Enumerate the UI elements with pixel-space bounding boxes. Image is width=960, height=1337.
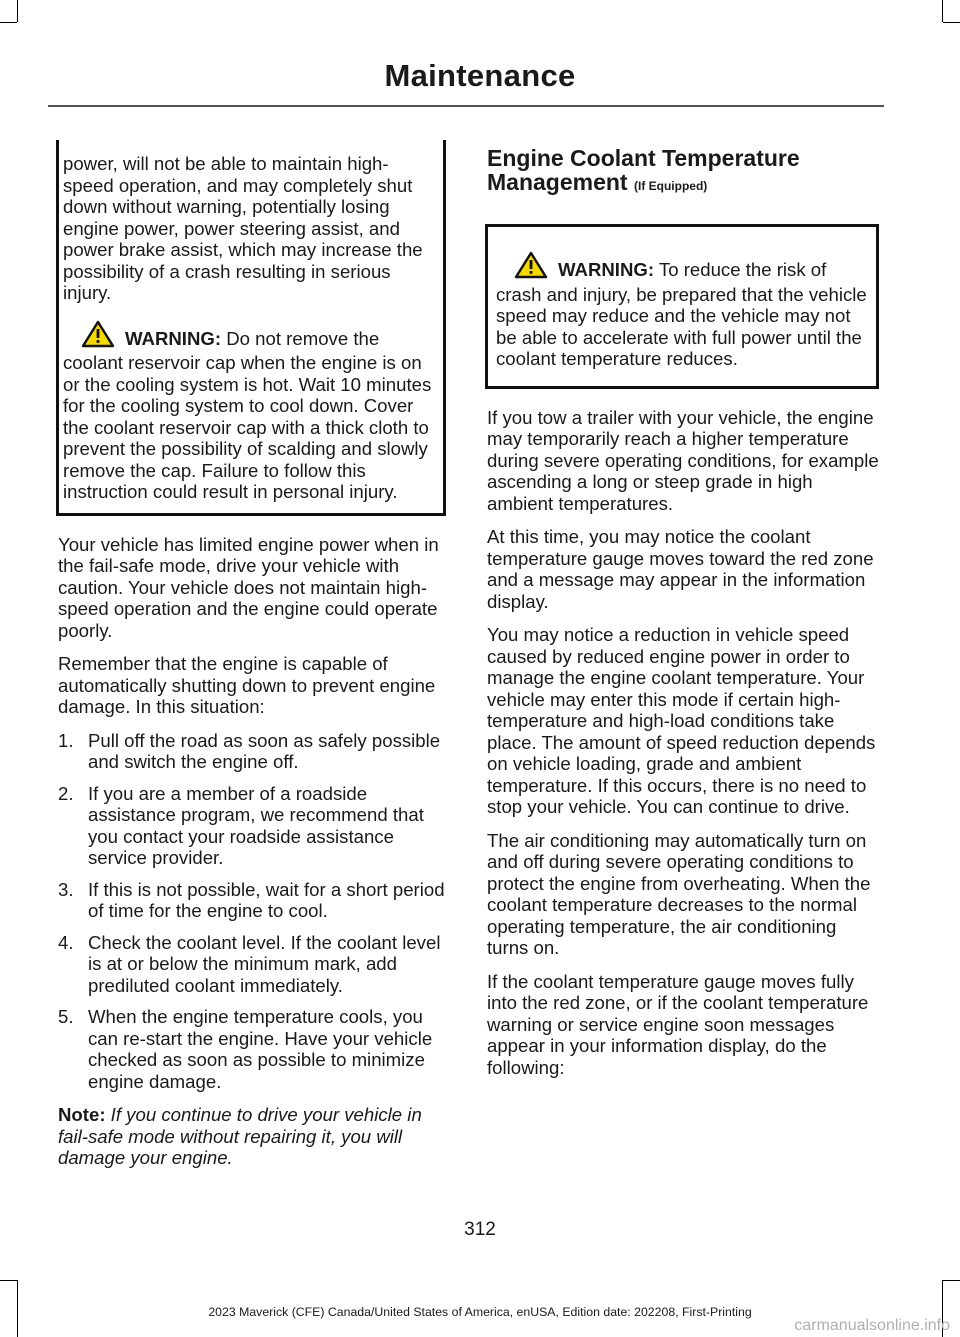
list-item xyxy=(58,783,446,869)
section-heading-suffix: (If Equipped) xyxy=(633,179,708,193)
warning-continued-text: power, will not be able to maintain high-speed operation, and may completely shut down without warning, potentially losing engine power, power steering assist, and power brake assist, which may increase the possibility of a crash resulting in serious injury. xyxy=(63,153,423,303)
crop-mark xyxy=(943,22,960,23)
crop-mark xyxy=(943,1280,960,1281)
note-text: If you continue to drive your vehicle in fail-safe mode without repairing it, you will damage your engine. xyxy=(58,1104,422,1168)
warning-label: WARNING: xyxy=(558,259,655,280)
shutdown-paragraph: Remember that the engine is capable of automatically shutting down to prevent engine damage. In this situation: xyxy=(58,653,436,717)
list-number: 1. xyxy=(58,729,74,751)
list-text: If you are a member of a roadside assistance program, we recommend that you contact your roadside assistance service provider. xyxy=(88,782,424,868)
warning-text: To reduce the risk of crash and injury, be prepared that the vehicle speed may reduce and the vehicle may not be able to accelerate with full power until the coolant temperature reduces. xyxy=(496,259,867,369)
air-conditioning-paragraph: The air conditioning may automatically turn on and off during severe operating conditions to protect the engine from overheating. When the coolant temperature decreases to the normal operating temperature, the air conditioning turns on. xyxy=(487,829,871,958)
note-paragraph xyxy=(58,1104,446,1169)
list-text: Pull off the road as soon as safely possible and switch the engine off. xyxy=(88,729,441,772)
crop-mark xyxy=(0,1280,17,1281)
list-item xyxy=(58,730,446,773)
warning-triangle-icon xyxy=(514,251,548,284)
list-item xyxy=(58,1006,446,1092)
red-zone-paragraph: If the coolant temperature gauge moves fully into the red zone, or if the coolant temperature warning or service engine soon messages appear in your information display, do the following: xyxy=(487,970,869,1078)
tow-trailer-paragraph: If you tow a trailer with your vehicle, the engine may temporarily reach a higher temperature during severe operating conditions, for example ascending a long or steep grade in high ambient temperatures. xyxy=(487,406,879,514)
warning-triangle-icon xyxy=(81,320,115,353)
list-number: 4. xyxy=(58,931,74,953)
list-text: When the engine temperature cools, you can re-start the engine. Have your vehicle checked as soon as possible to minimize engine damage. xyxy=(88,1006,433,1092)
warning-reservoir-cap xyxy=(63,320,435,503)
section-heading xyxy=(487,146,879,198)
steps-list xyxy=(58,730,446,1093)
warning-speed-reduction xyxy=(496,251,868,370)
crop-mark xyxy=(0,22,17,23)
list-number: 5. xyxy=(58,1006,74,1027)
gauge-paragraph: At this time, you may notice the coolant temperature gauge moves toward the red zone and a message may appear in the information display. xyxy=(487,526,874,612)
list-number: 3. xyxy=(58,878,74,900)
page-number: 312 xyxy=(464,1219,496,1240)
watermark: carmanualsonline.info xyxy=(794,1317,950,1334)
header-divider xyxy=(48,105,884,107)
warning-box-speed xyxy=(485,224,879,389)
crop-mark xyxy=(942,0,943,22)
list-text: If this is not possible, wait for a short period of time for the engine to cool. xyxy=(88,878,445,921)
right-column xyxy=(487,140,879,1090)
warning-box-continued xyxy=(56,140,446,516)
section-heading-text: Engine Coolant Temperature Management xyxy=(487,145,800,195)
list-text: Check the coolant level. If the coolant level is at or below the minimum mark, add prediluted coolant immediately. xyxy=(88,931,441,996)
warning-label: WARNING: xyxy=(125,327,222,349)
warning-text: Do not remove the coolant reservoir cap when the engine is on or the cooling system is hot. Wait 10 minutes for the cooling system to cool down. Cover the coolant reservoir cap with a thick cloth to prevent the possibility of scalding and slowly remove the cap. Failure to follow this instruction could result in personal injury. xyxy=(63,327,432,502)
page-title: Maintenance xyxy=(384,58,576,93)
footer-text: 2023 Maverick (CFE) Canada/United States of America, enUSA, Edition date: 202208, First-Printing xyxy=(208,1305,752,1319)
fail-safe-paragraph: Your vehicle has limited engine power when in the fail-safe mode, drive your vehicle with caution. Your vehicle does not maintain high-speed operation and the engine could operate poorly. xyxy=(58,533,439,641)
left-column xyxy=(58,140,446,1181)
crop-mark xyxy=(17,0,18,22)
list-item xyxy=(58,932,446,997)
list-item xyxy=(58,879,446,922)
speed-reduction-paragraph: You may notice a reduction in vehicle speed caused by reduced engine power in order to manage the engine coolant temperature. Your vehicle may enter this mode if certain high-temperature and high-load conditions take place. The amount of speed reduction depends on vehicle loading, grade and ambient temperature. If this occurs, there is no need to stop your vehicle. You can continue to drive. xyxy=(487,624,876,817)
note-label: Note: xyxy=(58,1104,106,1125)
list-number: 2. xyxy=(58,782,74,804)
